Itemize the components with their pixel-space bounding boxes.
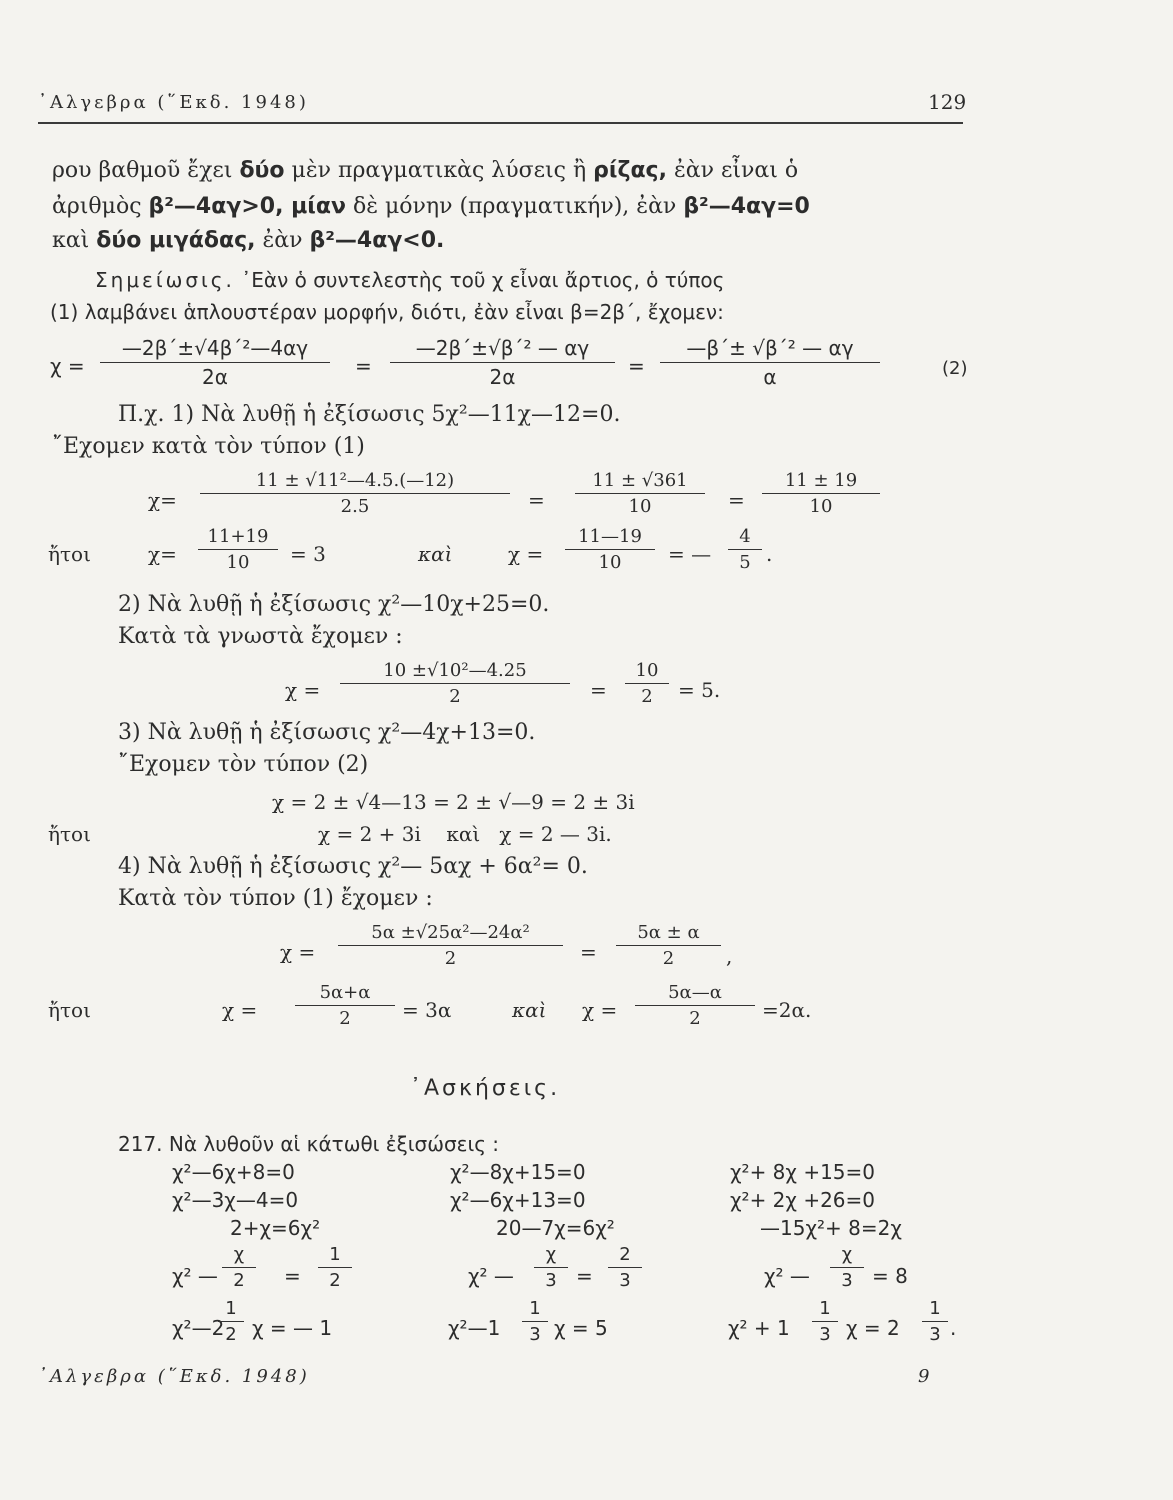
header-rule — [38, 122, 963, 124]
example1-root2-equals: = — — [668, 542, 712, 566]
example4-equals-1: = — [580, 940, 597, 964]
exercise-r2-c3: χ²+ 2χ +26=0 — [730, 1188, 876, 1212]
footer-signature: 9 — [918, 1366, 930, 1387]
intro-line-1: ρου βαθμοῦ ἔχει δύο μὲν πραγματικὰς λύσεις ἢ ρίζας, ἐὰν εἶναι ὁ — [52, 158, 799, 183]
example2-title: 2) Νὰ λυθῇ ἡ ἐξίσωσις χ²—10χ+25=0. — [118, 592, 550, 617]
example3-line-2: χ = 2 + 3i καὶ χ = 2 — 3i. — [318, 822, 612, 846]
example3-using: ῎Εχομεν τὸν τύπον (2) — [118, 752, 369, 777]
exercise-r4-c2-eq: = — [576, 1264, 593, 1288]
example2-result: = 5. — [678, 678, 721, 702]
example1-root2-lhs: χ = — [508, 542, 544, 566]
example1-root2-value-fraction: $\frac{4}{5}$ — [728, 526, 762, 573]
example1-root1-lhs: χ= — [148, 542, 177, 566]
example4-fraction-2: $\frac{5\alpha \pm \alpha}{2}$ — [616, 922, 721, 969]
example4-root1-lhs: χ = — [222, 998, 258, 1022]
exercise-r5-c3-pre: χ² + 1 — [728, 1316, 790, 1340]
exercise-r4-c1-eq: = — [284, 1264, 301, 1288]
example1-kai: καὶ — [418, 542, 453, 566]
exercise-r4-c2-frac2: $\frac{2}{3}$ — [608, 1244, 642, 1291]
example3-line-1: χ = 2 ± √4—13 = 2 ± √—9 = 2 ± 3i — [272, 790, 635, 814]
example1-fraction-1: $\frac{\text{11 ± √11²—4.5.(—12)}}{2.5}$ — [200, 470, 510, 517]
exercise-r2-c1: χ²—3χ—4=0 — [172, 1188, 299, 1212]
exercise-r5-c1-pre: χ²—2 — [172, 1316, 225, 1340]
exercise-r1-c1: χ²—6χ+8=0 — [172, 1160, 295, 1184]
example2-using: Κατὰ τὰ γνωστὰ ἔχομεν : — [118, 624, 403, 649]
example1-root1-fraction: $\frac{11+19}{10}$ — [198, 526, 278, 573]
example4-kai: καὶ — [512, 998, 547, 1022]
example4-lhs: χ = — [280, 940, 316, 964]
example1-itoi: ἤτοι — [48, 542, 91, 566]
example4-title: 4) Νὰ λυθῇ ἡ ἐξίσωσις χ²— 5αχ + 6α²= 0. — [118, 854, 588, 879]
exercise-r4-c3-frac1: $\frac{\chi}{3}$ — [830, 1244, 864, 1291]
formula2-tag: (2) — [942, 358, 968, 379]
example3-title: 3) Νὰ λυθῇ ἡ ἐξίσωσις χ²—4χ+13=0. — [118, 720, 536, 745]
note-line-1: Σημείωσις. ᾽Εὰν ὁ συντελεστὴς τοῦ χ εἶναι ἄρτιος, ὁ τύπος — [95, 268, 725, 292]
example1-lhs: χ= — [148, 488, 177, 512]
exercise-r5-c2-post: χ = 5 — [554, 1316, 608, 1340]
example2-fraction-1: $\frac{\text{10 ±√10²—4.25}}{2}$ — [340, 660, 570, 707]
example1-root2-end: . — [766, 542, 773, 566]
example4-fraction-1: $\frac{\text{5α ±√25α²—24α²}}{2}$ — [338, 922, 563, 969]
example4-root2-value: =2α. — [762, 998, 812, 1022]
example4-root1-value: = 3α — [402, 998, 452, 1022]
example4-using: Κατὰ τὸν τύπον (1) ἔχομεν : — [118, 886, 433, 911]
example2-lhs: χ = — [285, 678, 321, 702]
example1-fraction-2: $\frac{11 \pm √361}{10}$ — [575, 470, 705, 517]
exercise-r3-c2: 20—7χ=6χ² — [496, 1216, 615, 1240]
exercise-r5-c2-frac: $\frac{1}{3}$ — [522, 1298, 548, 1345]
example4-root1-fraction: $\frac{5\alpha+\alpha}{2}$ — [295, 982, 395, 1029]
exercise-r4-c3-post: = 8 — [872, 1264, 908, 1288]
exercise-r5-c1-post: χ = — 1 — [252, 1316, 333, 1340]
running-header-title: ᾽Αλγεβρα (῞Εκδ. 1948) — [38, 92, 309, 113]
exercise-r1-c3: χ²+ 8χ +15=0 — [730, 1160, 876, 1184]
example4-root2-lhs: χ = — [582, 998, 618, 1022]
example4-root2-fraction: $\frac{5\alpha—\alpha}{2}$ — [635, 982, 755, 1029]
formula2-lhs: χ = — [50, 354, 85, 378]
formula2-fraction-1: $\frac{\text{—2β΄±√4β΄²—4αγ}}{2\alpha}$ — [100, 336, 330, 389]
exercise-r5-c3-frac1: $\frac{1}{3}$ — [812, 1298, 838, 1345]
formula2-equals-1: = — [355, 354, 372, 378]
example1-fraction-3: $\frac{11 \pm 19}{10}$ — [762, 470, 880, 517]
exercise-r1-c2: χ²—8χ+15=0 — [450, 1160, 586, 1184]
formula2-fraction-2: $\frac{\text{—2β΄±√β΄² — αγ}}{2\alpha}$ — [390, 336, 615, 389]
example1-root1-value: = 3 — [290, 542, 326, 566]
exercise-r5-c1-frac: $\frac{1}{2}$ — [218, 1298, 244, 1345]
exercises-intro: 217. Νὰ λυθοῦν αἱ κάτωθι ἐξισώσεις : — [118, 1132, 500, 1156]
formula2-fraction-3: $\frac{\text{—β΄± √β΄² — αγ}}{\alpha}$ — [660, 336, 880, 389]
exercise-r5-c3-frac2: $\frac{1}{3}$ — [922, 1298, 948, 1345]
footer-running-title: ᾽Αλγεβρα (῞Εκδ. 1948) — [38, 1366, 310, 1387]
exercise-r4-c2-frac1: $\frac{\chi}{3}$ — [534, 1244, 568, 1291]
example2-fraction-2: $\frac{10}{2}$ — [625, 660, 669, 707]
intro-line-3: καὶ δύο μιγάδας, ἐὰν β²—4αγ<0. — [52, 228, 445, 253]
formula2-equals-2: = — [628, 354, 645, 378]
example1-using: ῎Εχομεν κατὰ τὸν τύπον (1) — [52, 434, 365, 459]
exercise-r5-c2-pre: χ²—1 — [448, 1316, 501, 1340]
exercise-r4-c2-pre: χ² — — [468, 1264, 514, 1288]
exercise-r4-c1-frac1: $\frac{\chi}{2}$ — [222, 1244, 256, 1291]
exercise-r4-c1-frac2: $\frac{1}{2}$ — [318, 1244, 352, 1291]
example1-equals-1: = — [528, 488, 545, 512]
example2-equals-1: = — [590, 678, 607, 702]
example1-root2-fraction: $\frac{11—19}{10}$ — [565, 526, 655, 573]
exercise-r4-c3-pre: χ² — — [764, 1264, 810, 1288]
exercise-r5-c3-post: χ = 2 — [846, 1316, 900, 1340]
exercise-r3-c1: 2+χ=6χ² — [230, 1216, 321, 1240]
exercise-r5-c3-end: . — [950, 1316, 957, 1340]
exercises-heading: ᾽Ασκήσεις. — [410, 1076, 561, 1101]
exercise-r2-c2: χ²—6χ+13=0 — [450, 1188, 586, 1212]
example4-itoi: ἤτοι — [48, 998, 91, 1022]
example1-equals-2: = — [728, 488, 745, 512]
exercise-r3-c3: —15χ²+ 8=2χ — [760, 1216, 902, 1240]
exercise-r4-c1-pre: χ² — — [172, 1264, 218, 1288]
page-number: 129 — [928, 90, 967, 114]
intro-line-2: ἀριθμὸς β²—4αγ>0, μίαν δὲ μόνην (πραγματικήν), ἐὰν β²—4αγ=0 — [52, 194, 810, 219]
example1-title: Π.χ. 1) Νὰ λυθῇ ἡ ἐξίσωσις 5χ²—11χ—12=0. — [118, 402, 621, 427]
example4-comma: , — [726, 944, 733, 968]
note-line-2: (1) λαμβάνει ἁπλουστέραν μορφήν, διότι, ἐὰν εἶναι β=2β΄, ἔχομεν: — [50, 300, 724, 324]
example3-itoi: ἤτοι — [48, 822, 91, 846]
